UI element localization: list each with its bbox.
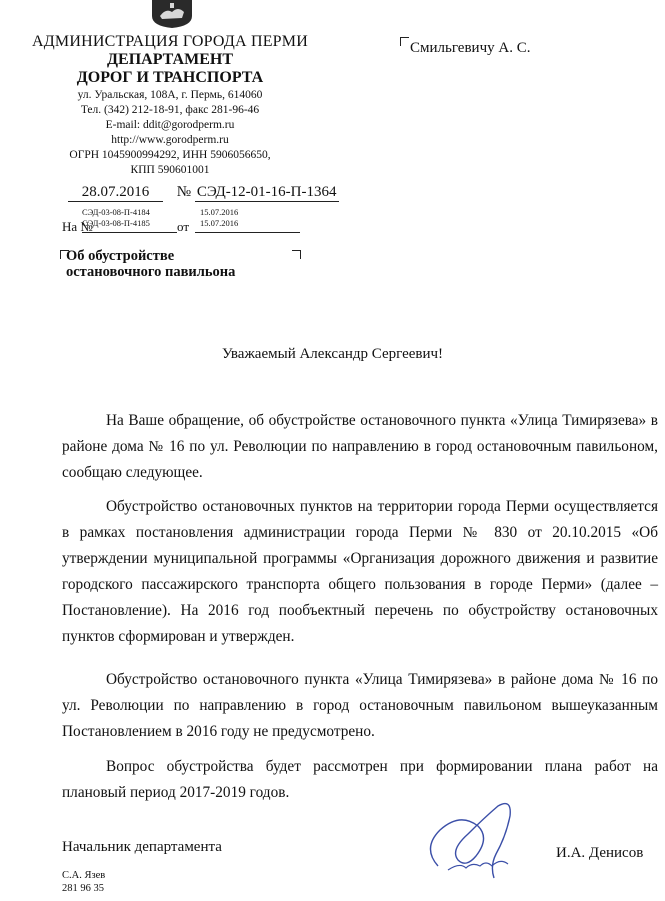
sender-ogrn: ОГРН 1045900994292, ИНН 5906056650, xyxy=(69,149,271,161)
registration-date: 28.07.2016 xyxy=(68,184,163,202)
paragraph-1: На Ваше обращение, об обустройстве остановочного пункта «Улица Тимирязева» в районе дома № 16 по ул. Революции по направлению в город остановочным павильоном, сообщаю следующее. xyxy=(62,412,658,481)
executor xyxy=(62,869,105,895)
signatory-position: Начальник департамента xyxy=(62,839,222,855)
recipient-name: Смильгевичу А. С. xyxy=(410,40,531,56)
sender-org-line2: ДЕПАРТАМЕНТ xyxy=(107,51,233,68)
incoming-ref-label: На № xyxy=(62,219,93,234)
sender-contacts xyxy=(20,88,320,178)
incoming-date-label: от xyxy=(177,219,190,234)
city-emblem-icon xyxy=(148,0,196,28)
signatory-name: И.А. Денисов xyxy=(556,845,644,861)
sender-org-line1: АДМИНИСТРАЦИЯ ГОРОДА ПЕРМИ xyxy=(32,33,308,50)
paragraph-3: Обустройство остановочного пункта «Улица Тимирязева» в районе дома № 16 по ул. Революции по направлению в город остановочным павильоном вышеуказанным Постановлением в 2016 году не предусмотрено. xyxy=(62,671,658,740)
paragraph-2: Обустройство остановочных пунктов на территории города Перми осуществляется в рамках постановления администрации города Перми № 830 от 20.10.2015 «Об утверждении муниципальной программы «Организация дорожного движения и развитие городского пассажирского транспорта общего пользования в городе Перми» (далее – Постановление). На 2016 год пообъектный перечень по обустройству остановочных пунктов сформирован и утвержден. xyxy=(62,498,658,645)
sender-org-line3: ДОРОГ И ТРАНСПОРТА xyxy=(76,69,264,86)
sender-email[interactable]: E-mail: ddit@gorodperm.ru xyxy=(105,119,235,131)
sender-website[interactable]: http://www.gorodperm.ru xyxy=(111,134,229,146)
handwritten-signature-icon xyxy=(420,796,535,888)
executor-phone: 281 96 35 xyxy=(62,883,104,894)
subject xyxy=(66,248,235,280)
registration-number: СЭД-12-01-16-П-1364 xyxy=(196,184,337,200)
sender-address: ул. Уральская, 108А, г. Пермь, 614060 xyxy=(77,89,263,101)
number-sign: № xyxy=(176,184,192,200)
incoming-number-line xyxy=(82,232,177,233)
reference-1-date: 15.07.2016 xyxy=(200,207,239,217)
reference-2-date: 15.07.2016 xyxy=(200,218,239,228)
sender-phone: Тел. (342) 212-18-91, факс 281-96-46 xyxy=(80,104,260,116)
reference-1-number: СЭД-03-08-П-4184 xyxy=(82,207,150,217)
subject-line2: остановочного павильона xyxy=(66,264,236,280)
recipient-corner-mark xyxy=(400,37,409,46)
reference-2-number: СЭД-03-08-П-4185 xyxy=(82,218,150,228)
subject-line1: Об обустройстве xyxy=(66,248,175,264)
subject-corner-mark-right xyxy=(292,250,301,259)
sender-kpp: КПП 590601001 xyxy=(130,164,210,176)
greeting: Уважаемый Александр Сергеевич! xyxy=(221,346,444,362)
registration-line xyxy=(68,184,339,202)
executor-name: С.А. Язев xyxy=(62,870,106,881)
incoming-date-line xyxy=(195,232,300,233)
paragraph-4: Вопрос обустройства будет рассмотрен при формировании плана работ на плановый период 2017-2019 годов. xyxy=(62,758,658,801)
